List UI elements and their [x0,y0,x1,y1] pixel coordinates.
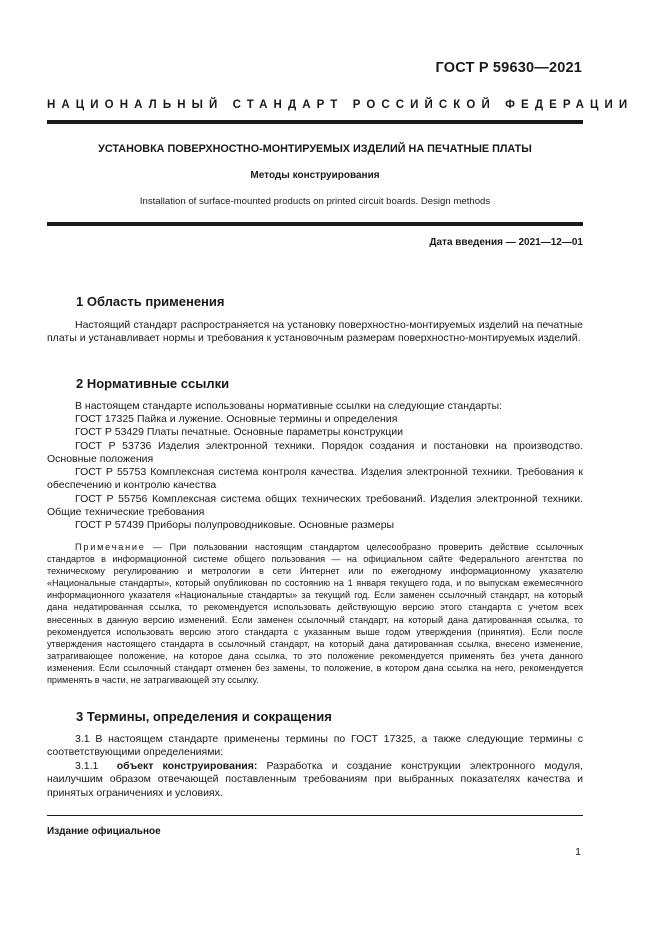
ref-gost-17325: ГОСТ 17325 Пайка и лужение. Основные термины и определения [75,413,398,425]
english-title: Installation of surface-mounted products on printed circuit boards. Design methods [139,196,491,207]
ref-gost-r-57439: ГОСТ Р 57439 Приборы полупроводниковые. Основные размеры [75,519,395,531]
national-standard-banner: НАЦИОНАЛЬНЫЙ СТАНДАРТ РОССИЙСКОЙ ФЕДЕРАЦИИ [47,99,634,111]
section-2-heading: 2 Нормативные ссылки [76,376,230,391]
section-3-heading: 3 Термины, определения и сокращения [76,709,332,724]
section-2-intro: В настоящем стандарте использованы нормативные ссылки на следующие стандарты: [75,400,502,412]
note-block [47,541,583,686]
document-title: УСТАНОВКА ПОВЕРХНОСТНО-МОНТИРУЕМЫХ ИЗДЕЛИЙ НА ПЕЧАТНЫЕ ПЛАТЫ [98,143,532,155]
section-1-text: Настоящий стандарт распространяется на установку поверхностно-монтируемых изделий на печатные платы и устанавливает нормы и требования к установочным размерам поверхностно-монтируемых изделий. [47,319,583,345]
defined-term: объект конструирования: [116,760,258,772]
top-divider [47,120,583,124]
introduction-date: Дата введения — 2021—12—01 [429,237,583,248]
ref-gost-r-55756: ГОСТ Р 55756 Комплексная система общих технических требований. Изделия электронной техники. Общие технические требования [47,493,583,519]
document-subtitle: Методы конструирования [250,170,380,181]
ref-gost-r-53429: ГОСТ Р 53429 Платы печатные. Основные параметры конструкции [75,426,403,438]
gost-number: ГОСТ Р 59630—2021 [435,60,582,76]
page-number: 1 [575,846,581,858]
title-divider [47,222,583,226]
ref-gost-r-53736: ГОСТ Р 53736 Изделия электронной техники. Порядок создания и постановки на производство. Основные положения [47,440,583,466]
section-3-1-1 [47,760,583,800]
section-3-1-text: 3.1 В настоящем стандарте применены термины по ГОСТ 17325, а также следующие термины с соответствующими определениями: [47,733,583,759]
section-1-heading: 1 Область применения [76,294,225,309]
ref-gost-r-55753: ГОСТ Р 55753 Комплексная система контроля качества. Изделия электронной техники. Требования к обеспечению и контролю качества [47,466,583,492]
official-edition-label: Издание официальное [47,826,161,837]
footer-divider [47,815,583,816]
clause-number: 3.1.1 [75,760,99,772]
note-label: Примечание [75,542,146,552]
note-text: — При пользовании настоящим стандартом целесообразно проверить действие ссылочных стандартов в информационной системе общего пользования — на официальном сайте Федерального агентства по техническому регулированию и метрологии в сети Интернет или по ежегодному информационному указателю «Национальные стандарты», который опубликован по состоянию на 1 января текущего года, и по выпускам ежемесячного информационного указателя «Национальные стандарты» за текущий год. Если заменен ссылочный стандарт, на который дана недатированная ссылка, то рекомендуется использовать действующую версию этого стандарта с учетом всех внесенных в данную версию изменений. Если заменен ссылочный стандарт, на который дана датированная ссылка, то рекомендуется использовать версию этого стандарта с указанным выше годом утверждения (принятия). Если после утверждения настоящего стандарта в ссылочный стандарт, на который дана датированная ссылка, внесено изменение, затрагивающее положение, на которое дана ссылка, то это положение рекомендуется применять без учета данного изменения. Если ссылочный стандарт отменен без замены, то положение, в котором дана ссылка на него, рекомендуется применять в части, не затрагивающей эту ссылку. [47,542,583,686]
term-definition: Разработка и создание конструкции электронного модуля, наилучшим образом отвечающей поставленным требованиям при выбранных показателях качества и принятых ограничениях и условиях. [47,760,583,799]
